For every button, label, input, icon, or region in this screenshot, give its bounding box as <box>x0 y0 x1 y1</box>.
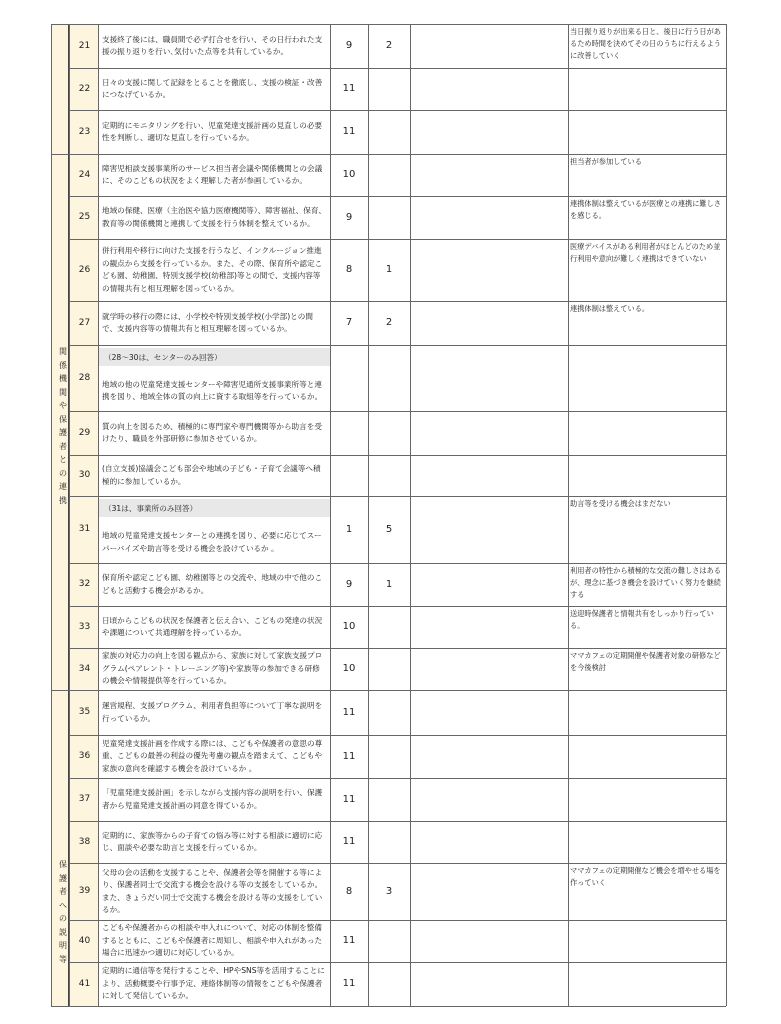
row-description <box>98 690 330 735</box>
yes-count: 9 <box>345 579 353 590</box>
row-number: 31 <box>69 496 99 563</box>
row-divider <box>51 690 726 691</box>
column-divider <box>726 24 727 1006</box>
row-divider <box>69 563 726 564</box>
yes-count: 11 <box>342 836 356 847</box>
row-comment <box>568 962 726 1006</box>
no-count: 2 <box>385 317 393 328</box>
row-divider <box>51 154 726 155</box>
row-subheading: （28～30は、センターのみ回答） <box>98 348 330 366</box>
row-comment: 当日振り返りが出来る日と、後日に行う日があるため時間を決めてその日のうちに行えるように改善していく <box>570 27 721 60</box>
row-description <box>98 24 330 68</box>
row-description-text: 日々の支援に関して記録をとることを徹底し、支援の検証・改善につなげているか。 <box>102 77 323 99</box>
row-description <box>98 301 330 345</box>
column-divider <box>330 24 331 1006</box>
yes-count: 10 <box>342 621 356 632</box>
row-description-text: 運営規程、支援プログラム、利用者負担等について丁寧な説明を行っているか。 <box>102 701 323 723</box>
row-divider <box>69 239 726 240</box>
yes-count <box>330 345 368 411</box>
row-divider <box>69 496 726 497</box>
row-divider <box>69 962 726 963</box>
no-count <box>368 345 410 411</box>
no-count <box>368 920 410 962</box>
no-count <box>368 648 410 690</box>
yes-count: 8 <box>345 264 353 275</box>
no-count <box>368 455 410 496</box>
row-comment <box>568 68 726 110</box>
row-divider <box>69 606 726 607</box>
row-description <box>98 821 330 863</box>
row-description <box>98 962 330 1006</box>
row-comment: 利用者の特性から積極的な交流の難しさはあるが、理念に基づき機会を設けていく努力を継続する <box>570 566 721 599</box>
row-number: 40 <box>69 920 99 962</box>
row-description <box>98 110 330 154</box>
row-description <box>98 863 330 920</box>
row-description-text: 定期的にモニタリングを行い、児童発達支援計画の見直しの必要性を判断し、適切な見直しを行っているか。 <box>102 120 323 142</box>
column-divider <box>51 24 52 1006</box>
row-divider <box>69 648 726 649</box>
row-description-text: 併行利用や移行に向けた支援を行うなど、インクルージョン推進の観点から支援を行っているか。また、その際、保育所や認定こども園、幼稚園、特別支援学校(幼稚部)等との間で、支援内容等の情報共有と相互理解を図っているか。 <box>102 246 323 293</box>
row-divider <box>69 920 726 921</box>
row-number: 33 <box>69 606 99 648</box>
row-comment <box>568 920 726 962</box>
row-description-text: (自立支援)協議会こども部会や地域の子ども・子育て会議等へ積極的に参加しているか。 <box>102 464 321 486</box>
row-description <box>98 411 330 455</box>
row-description-text: 就学時の移行の際には、小学校や特別支援学校(小学部)との間で、支援内容等の情報共有と相互理解を図っているか。 <box>102 311 313 333</box>
row-description <box>98 563 330 606</box>
no-count: 1 <box>385 579 393 590</box>
row-description <box>98 371 330 411</box>
yes-count: 11 <box>342 126 356 137</box>
row-number: 37 <box>69 778 99 821</box>
row-comment: ママカフェの定期開催など機会を増やせる場を作っていく <box>570 866 721 887</box>
row-comment: 担当者が参加している <box>570 157 642 166</box>
row-description <box>98 648 330 690</box>
row-divider <box>69 196 726 197</box>
row-comment: 助言等を受ける機会はまだない <box>570 499 671 508</box>
row-comment: 連携体制は整えているが医療との連携に難しさを感じる。 <box>570 199 721 220</box>
yes-count: 8 <box>345 886 353 897</box>
column-divider <box>410 24 411 1006</box>
row-divider <box>69 455 726 456</box>
row-number: 39 <box>69 863 99 920</box>
row-description-text: 保育所や認定こども園、幼稚園等との交流や、地域の中で他のこどもと活動する機会があるか。 <box>102 573 323 595</box>
row-divider <box>69 863 726 864</box>
no-count <box>368 778 410 821</box>
row-divider <box>69 821 726 822</box>
no-count: 2 <box>385 40 393 51</box>
row-comment: 送迎時保護者と情報共有をしっかり行っている。 <box>570 609 714 630</box>
row-description-text: 日頃からこどもの状況を保護者と伝え合い、こどもの発達の状況や課題について共通理解を持っているか。 <box>102 615 323 637</box>
no-count <box>368 735 410 778</box>
row-number: 41 <box>69 962 99 1006</box>
row-comment <box>568 345 726 411</box>
row-divider <box>69 301 726 302</box>
row-comment <box>568 735 726 778</box>
column-divider <box>368 24 369 1006</box>
row-comment <box>568 411 726 455</box>
row-number: 25 <box>69 196 99 239</box>
row-divider <box>69 68 726 69</box>
yes-count: 10 <box>342 169 356 180</box>
yes-count: 11 <box>342 83 356 94</box>
row-number: 23 <box>69 110 99 154</box>
row-number: 36 <box>69 735 99 778</box>
category-label-explanation: 保護者への説明等 <box>59 860 67 964</box>
row-divider <box>69 345 726 346</box>
row-divider <box>69 411 726 412</box>
row-number: 32 <box>69 563 99 606</box>
row-divider <box>69 735 726 736</box>
row-comment <box>568 455 726 496</box>
yes-count <box>330 411 368 455</box>
row-number: 29 <box>69 411 99 455</box>
row-description <box>98 735 330 778</box>
row-subheading: （31は、事業所のみ回答） <box>98 499 330 517</box>
row-number: 24 <box>69 154 99 196</box>
no-count <box>368 154 410 196</box>
row-description-text: 児童発達支援計画を作成する際には、こどもや保護者の意思の尊重、こどもの最善の利益の優先考慮の観点を踏まえて、こどもや家族の意向を確認する機会を設けているか 。 <box>102 738 323 773</box>
row-description <box>98 154 330 196</box>
no-count: 1 <box>385 264 393 275</box>
row-description-text: 支援終了後には、職員間で必ず打合せを行い、その日行われた支援の振り返りを行い､気付いた点等を共有しているか。 <box>102 34 323 56</box>
row-divider <box>69 110 726 111</box>
row-number: 27 <box>69 301 99 345</box>
row-description <box>98 68 330 110</box>
row-divider <box>51 24 726 25</box>
no-count <box>368 110 410 154</box>
row-description-text: 地域の保健、医療（主治医や協力医療機関等）、障害福祉、保育、教育等の関係機関と連携して支援を行う体制を整えているか。 <box>102 206 327 228</box>
row-description <box>98 522 330 563</box>
row-number: 21 <box>69 24 99 68</box>
row-number: 26 <box>69 239 99 301</box>
row-number: 38 <box>69 821 99 863</box>
row-divider <box>51 1006 726 1007</box>
column-divider <box>69 24 70 1006</box>
row-description-text: 地域の児童発達支援センターとの連携を図り、必要に応じてスーパーバイズや助言等を受ける機会を設けているか 。 <box>102 531 322 553</box>
no-count <box>368 606 410 648</box>
no-count <box>368 196 410 239</box>
yes-count: 11 <box>342 794 356 805</box>
yes-count: 9 <box>345 40 353 51</box>
row-description <box>98 196 330 239</box>
column-divider <box>98 24 99 1006</box>
yes-count: 1 <box>345 524 353 535</box>
yes-count: 11 <box>342 978 356 989</box>
row-divider <box>69 778 726 779</box>
no-count <box>368 68 410 110</box>
row-comment <box>568 690 726 735</box>
row-description <box>98 455 330 496</box>
yes-count: 9 <box>345 212 353 223</box>
row-comment: 医療デバイスがある利用者がほとんどのため並行利用や意向が難しく連携はできていない <box>570 242 721 263</box>
category-cell-upper <box>51 24 69 154</box>
row-number: 30 <box>69 455 99 496</box>
column-divider <box>568 24 569 1006</box>
yes-count: 10 <box>342 663 356 674</box>
row-description-text: 障害児相談支援事業所のサービス担当者会議や関係機関との会議に、そのこどもの状況をよく理解した者が参画しているか。 <box>102 163 323 185</box>
yes-count <box>330 455 368 496</box>
no-count: 5 <box>385 524 393 535</box>
row-description-text: 地域の他の児童発達支援センターや障害児通所支援事業所等と連携を図り、地域全体の質の向上に資する取組等を行っているか。 <box>102 379 323 401</box>
row-comment: 連携体制は整えている。 <box>570 304 650 313</box>
row-number: 35 <box>69 690 99 735</box>
row-description-text: 定期的に、家族等からの子育ての悩み等に対する相談に適切に応じ、面談や必要な助言と支援を行っているか。 <box>102 830 323 852</box>
row-description-text: 定期的に通信等を発行することや、HPやSNS等を活用することにより、活動概要や行事予定、連絡体制等の情報をこどもや保護者に対して発信しているか。 <box>102 966 325 1001</box>
row-description-text: 「児童発達支援計画」を示しながら支援内容の説明を行い、保護者から児童発達支援計画の同意を得ているか。 <box>102 788 323 810</box>
row-description-text: こどもや保護者からの相談や申入れについて、対応の体制を整備するとともに、こどもや保護者に周知し、相談や申入れがあった場合に迅速かつ適切に対応しているか。 <box>102 923 323 958</box>
row-description-text: 質の向上を図るため、積極的に専門家や専門機関等から助言を受けたり、職員を外部研修に参加させているか。 <box>102 421 322 443</box>
no-count <box>368 962 410 1006</box>
row-description-text: 家族の対応力の向上を図る観点から、家族に対して家族支援プログラム(ペアレント・トレーニング等)や家族等の参加できる研修の機会や情報提供等を行っているか。 <box>102 651 323 686</box>
no-count <box>368 411 410 455</box>
row-comment <box>568 821 726 863</box>
row-description <box>98 239 330 301</box>
row-number: 34 <box>69 648 99 690</box>
row-comment: ママカフェの定期開催や保護者対象の研修などを今後検討 <box>570 651 721 672</box>
yes-count: 11 <box>342 751 356 762</box>
row-comment <box>568 778 726 821</box>
yes-count: 7 <box>345 317 353 328</box>
yes-count: 11 <box>342 935 356 946</box>
no-count <box>368 690 410 735</box>
row-comment <box>568 110 726 154</box>
row-number: 22 <box>69 68 99 110</box>
row-description <box>98 606 330 648</box>
row-description-text: 父母の会の活動を支援することや、保護者会等を開催する等により、保護者同士で交流する機会を設ける等の支援をしているか。また、きょうだい同士で交流する機会を設ける等の支援をしているか。 <box>102 867 323 914</box>
row-description <box>98 920 330 962</box>
no-count <box>368 821 410 863</box>
yes-count: 11 <box>342 707 356 718</box>
no-count: 3 <box>385 886 393 897</box>
category-label-coordination: 関係機関や保護者との連携 <box>59 347 67 505</box>
row-description <box>98 778 330 821</box>
row-number: 28 <box>69 345 99 411</box>
